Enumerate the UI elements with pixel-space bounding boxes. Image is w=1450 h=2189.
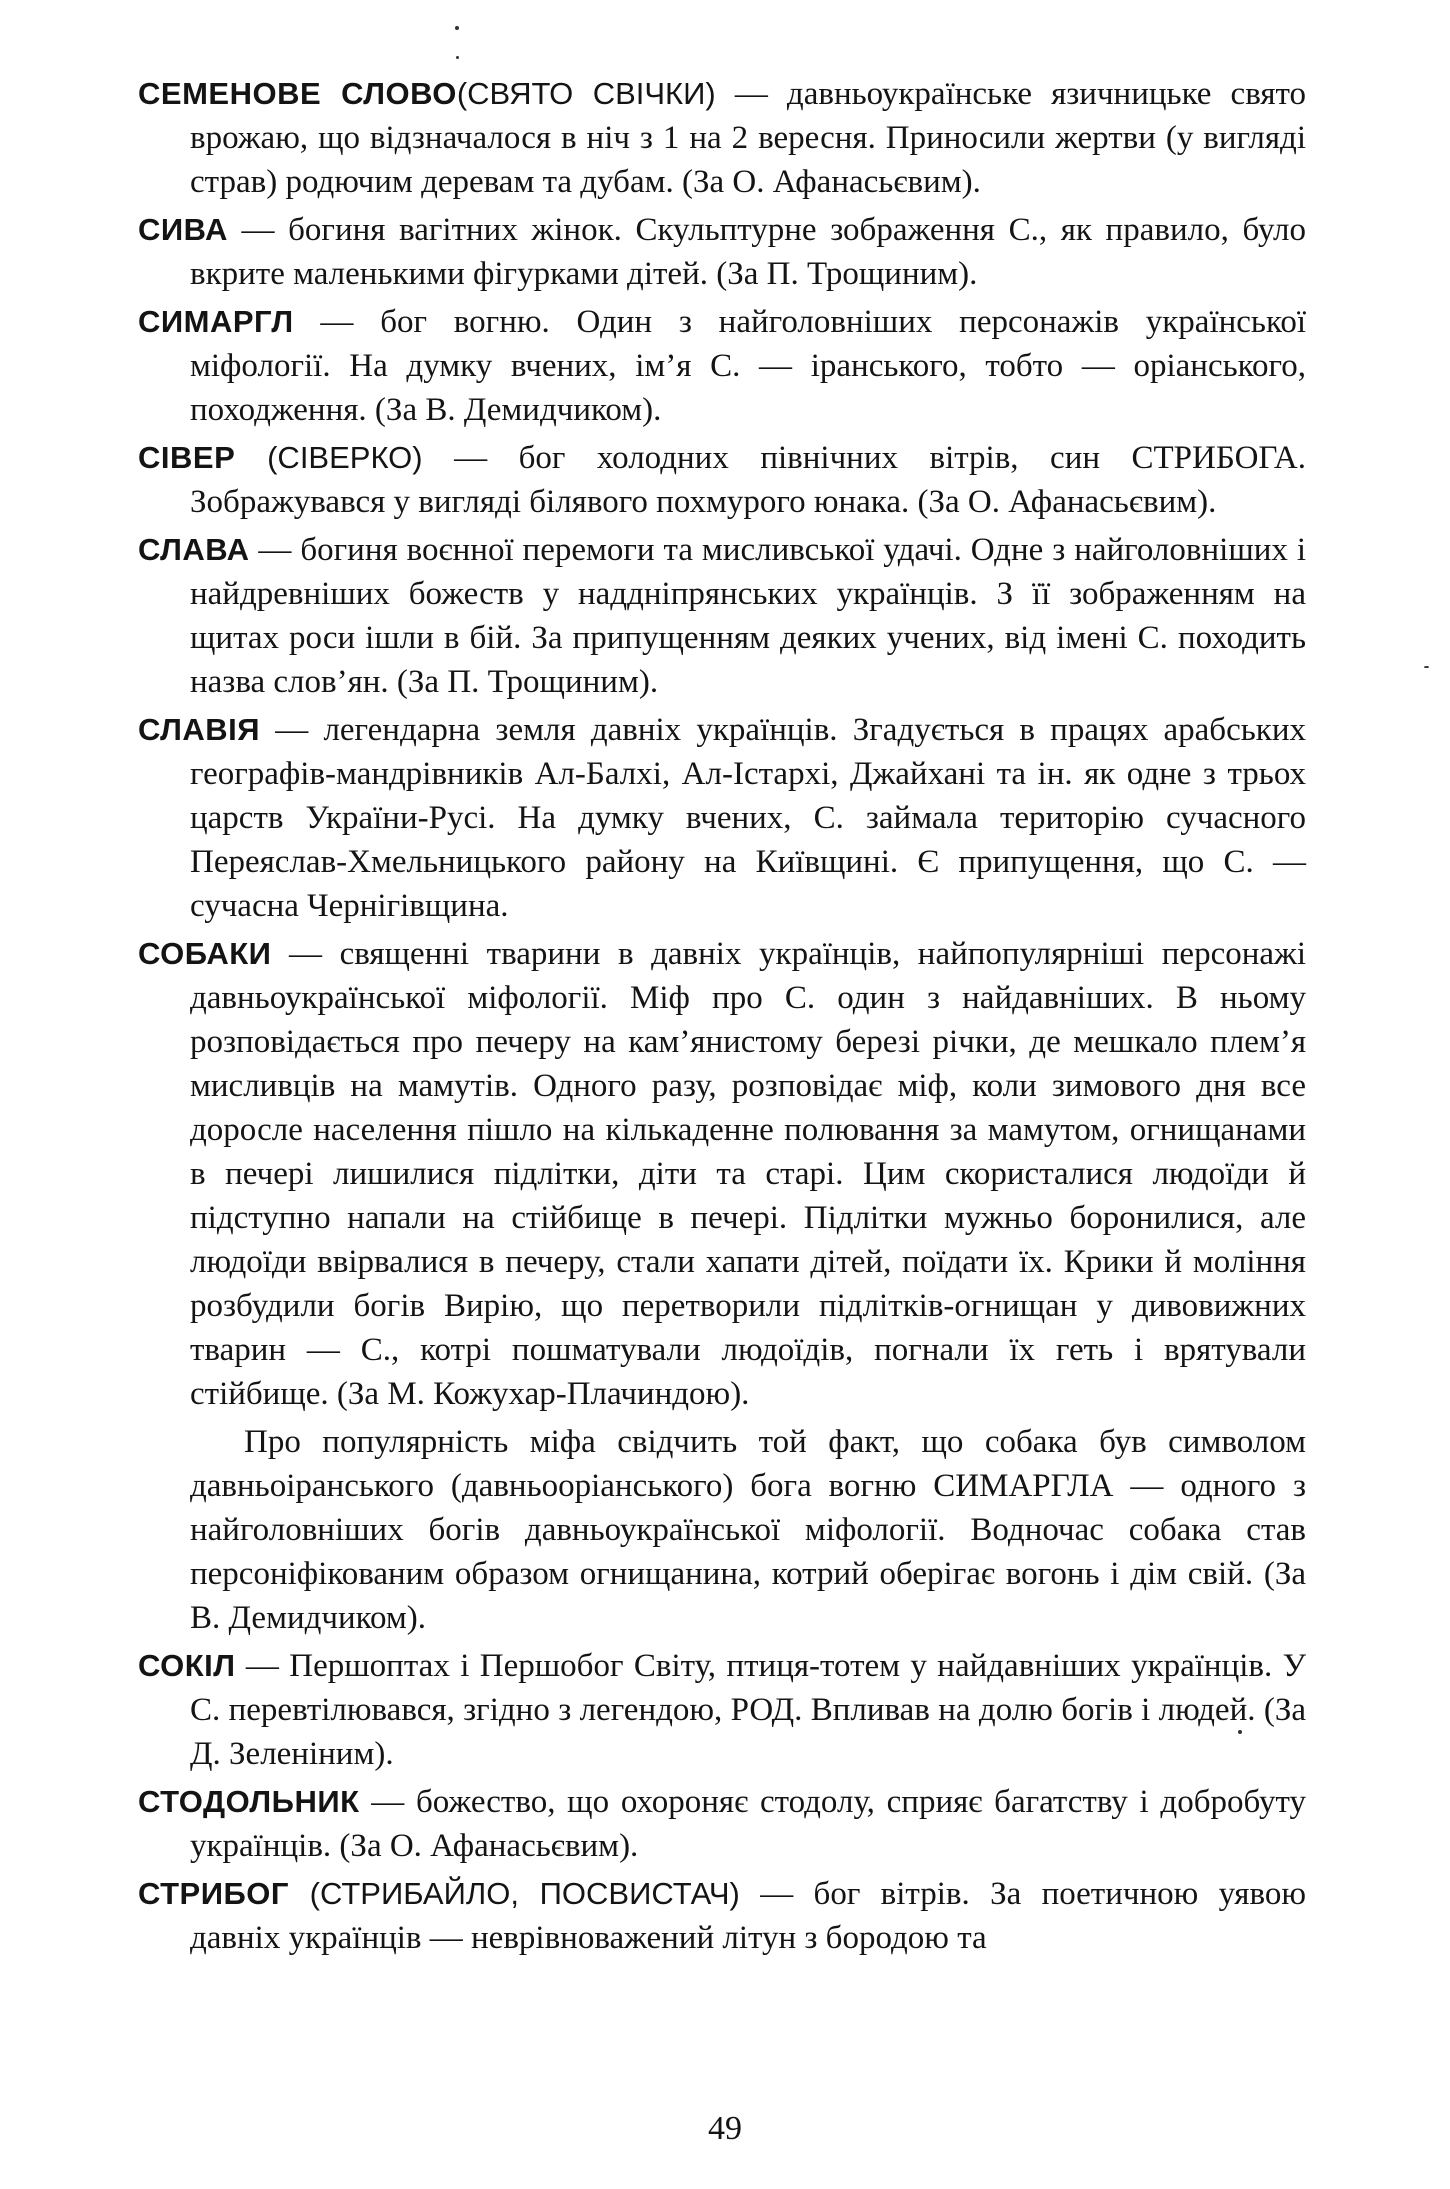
entry-definition: — священні тварини в давніх українців, найпопулярніші персонажі давньоукраїнської міфології. Міф про С. один з найдавніших. В ньому розповідається про печеру на кам’янистому березі річки, де мешкало плем’я мисливців на мамутів. Одного разу, розповідає міф, коли зимового дня все доросле населення пішло на кількаденне полювання за мамутом, огнищанами в печері лишилися підлітки, діти та старі. Цим скористалися людоїди й підступно напали на стійбище в печері. Підлітки мужньо боронилися, але людоїди ввірвалися в печеру, стали хапати дітей, поїдати їх. Крики й моління розбудили богів Вирію, що перетворили підлітків-огнищан у дивовижних тварин — С., котрі пошматували людоїдів, погнали їх геть і врятували стійбище. (За М. Кожухар-Плачиндою). (190, 936, 1306, 1412)
entry-definition: — богиня вагітних жінок. Скульптурне зображення С., як правило, було вкрите маленькими фігурками дітей. (За П. Трощиним). (190, 212, 1306, 292)
entry-syva (138, 208, 1306, 296)
print-speck (1424, 666, 1429, 668)
entry-siver (138, 436, 1306, 524)
entry-definition: — бог холодних північних вітрів, син СТРИБОГА. Зображувався у вигляді білявого похмурого юнака. (За О. Афанасьєвим). (190, 440, 1306, 520)
entry-headword: СТРИБОГ (138, 1876, 289, 1911)
entry-definition: — божество, що охороняє стодолу, сприяє багатству і добробуту українців. (За О. Афанасьєвим). (190, 1784, 1306, 1864)
print-speck (455, 26, 459, 30)
print-speck (456, 56, 459, 59)
entry-headword: СОБАКИ (138, 936, 272, 971)
entry-sobaky (138, 932, 1306, 1416)
entry-headword: СЕМЕНОВЕ СЛОВО (138, 76, 457, 111)
entry-headword: СОКІЛ (138, 1648, 236, 1683)
entry-stodolnyk (138, 1780, 1306, 1868)
entry-definition: — легендарна земля давніх українців. Згадується в працях арабських географів-мандрівників Ал-Балхі, Ал-Істархі, Джайхані та ін. як одне з трьох царств України-Русі. На думку вчених, С. займала територію сучасного Переяслав-Хмельницького району на Київщині. Є припущення, що С. — сучасна Чернігівщина. (190, 712, 1306, 924)
entry-alt-name: (СТРИБАЙЛО, ПОСВИСТАЧ) (288, 1876, 740, 1911)
entry-headword: СИМАРГЛ (138, 304, 294, 339)
entry-symargl (138, 300, 1306, 432)
entry-slava (138, 528, 1306, 704)
entry-slaviia (138, 708, 1306, 928)
entry-headword: СІВЕР (138, 440, 236, 475)
entry-definition: — бог вітрів. За поетичною уявою давніх українців — неврівноважений літун з бородою та (190, 1876, 1306, 1956)
entry-definition: — Першоптах і Першобог Світу, птиця-тотем у найдавніших українців. У С. перевтілювався, згідно з легендою, РОД. Впливав на долю богів і людей. (За Д. Зеленіним). (190, 1648, 1306, 1772)
entry-headword: СЛАВІЯ (138, 712, 261, 747)
entry-definition: — бог вогню. Один з найголовніших персонажів української міфології. На думку вчених, ім’я С. — іранського, тобто — оріанського, походження. (За В. Демидчиком). (190, 304, 1306, 428)
entry-sokil (138, 1644, 1306, 1776)
entry-alt-name: (СВЯТО СВІЧКИ) (456, 76, 716, 111)
dictionary-column (138, 72, 1306, 1964)
page-number: 49 (708, 2110, 742, 2147)
entry-headword: СЛАВА (138, 532, 250, 567)
entry-stryboh (138, 1872, 1306, 1960)
entry-definition: — богиня воєнної перемоги та мисливської удачі. Одне з найголовніших і найдревніших божеств у наддніпрянських українців. З її зображенням на щитах роси ішли в бій. За припущенням деяких учених, від імені С. походить назва слов’ян. (За П. Трощиним). (190, 532, 1306, 700)
entry-headword: СИВА (138, 212, 228, 247)
entry-definition: — давньоукраїнське язичницьке свято врожаю, що відзначалося в ніч з 1 на 2 вересня. Приносили жертви (у вигляді страв) родючим деревам та дубам. (За О. Афанасьєвим). (190, 76, 1307, 200)
entry-sobaky-continuation: Про популярність міфа свідчить той факт, що собака був символом давньоіранського (давньооріанського) бога вогню СИМАРГЛА — одного з найголовніших богів давньоукраїнської міфології. Водночас собака став персоніфікованим образом огнищанина, котрий оберігає вогонь і дім свій. (За В. Демидчиком). (190, 1424, 1306, 1636)
entry-headword: СТОДОЛЬНИК (138, 1784, 360, 1819)
entry-semenove-slovo (138, 72, 1306, 204)
entry-alt-name: (СІВЕРКО) (235, 440, 423, 475)
